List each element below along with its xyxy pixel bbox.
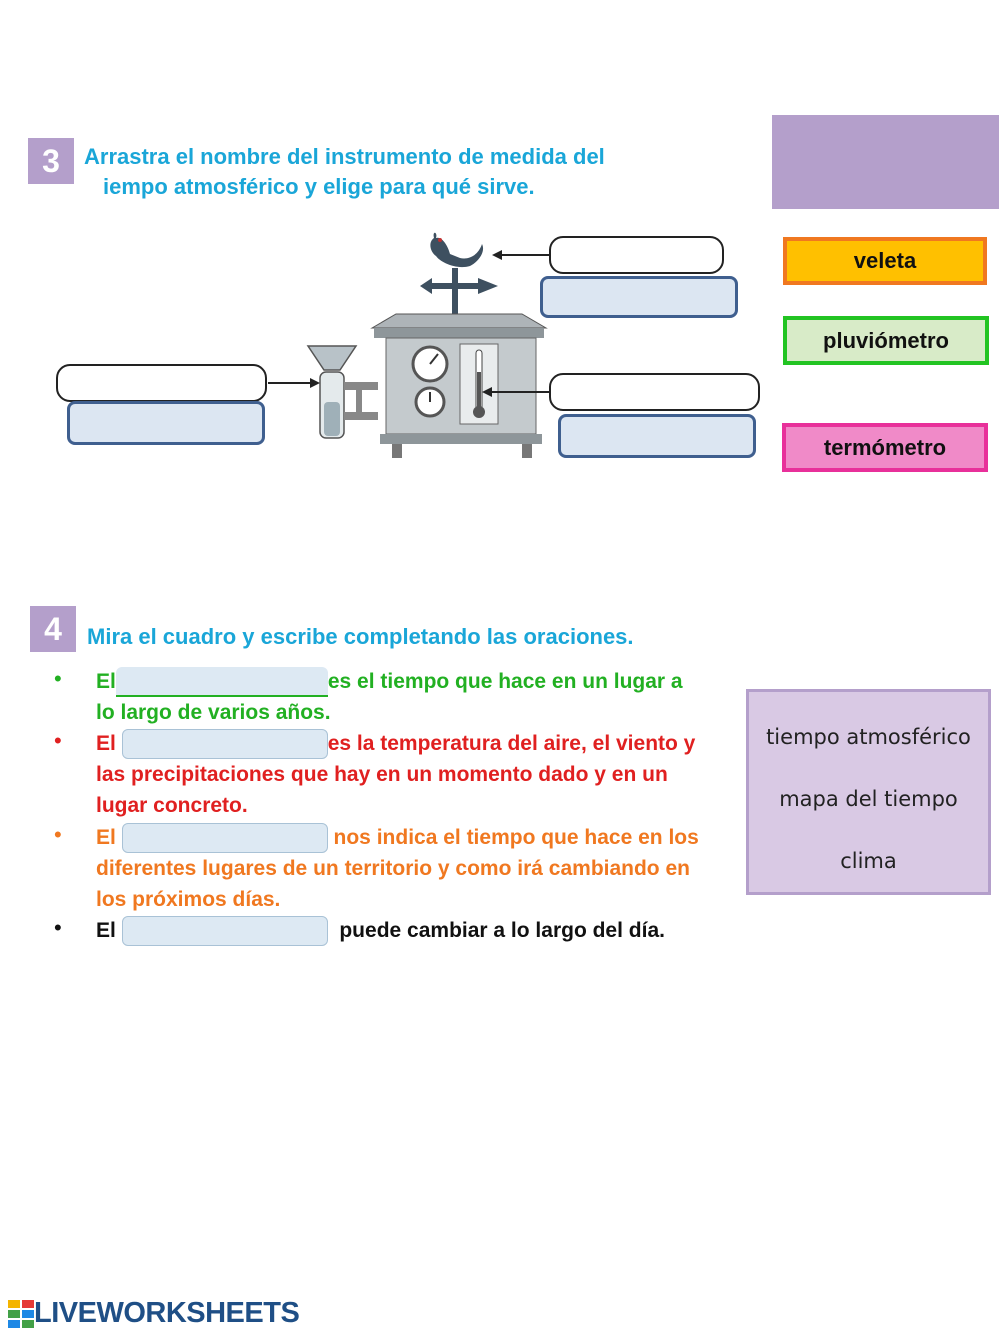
purpose-select-thermometer[interactable] <box>558 414 756 458</box>
chip-termometro[interactable]: termómetro <box>782 423 988 472</box>
section-3-title-line1: Arrastra el nombre del instrumento de medida del <box>84 144 605 169</box>
name-drop-zone-rain-gauge[interactable] <box>56 364 267 402</box>
name-drop-zone-thermometer[interactable] <box>549 373 760 411</box>
liveworksheets-logo <box>8 1297 299 1330</box>
chip-tray <box>772 115 999 209</box>
sentence-4 <box>96 915 716 946</box>
sentence-1-lead: El <box>96 670 116 693</box>
bullet-2: • <box>54 728 62 753</box>
section-3-number: 3 <box>28 138 74 184</box>
sentence-1-rest: es el tiempo que hace en un lugar a <box>327 670 683 693</box>
chip-pluviometro[interactable]: pluviómetro <box>783 316 989 365</box>
fill-input-2[interactable] <box>122 729 328 759</box>
name-drop-zone-wind-vane[interactable] <box>549 236 724 274</box>
sentence-3-rest: nos indica el tiempo que hace en los <box>333 826 699 849</box>
sentence-1 <box>96 666 716 728</box>
sentence-3-line3: los próximos días. <box>96 888 281 912</box>
sentence-2-rest: es la temperatura del aire, el viento y <box>327 732 696 755</box>
fill-input-4[interactable] <box>122 916 328 946</box>
fill-input-1[interactable] <box>116 667 328 697</box>
liveworksheets-logo-icon <box>8 1300 34 1328</box>
sentence-2-line2: las precipitaciones que hay en un momento dado y en un <box>96 763 668 787</box>
section-4-number: 4 <box>30 606 76 652</box>
sentence-4-rest: puede cambiar a lo largo del día. <box>339 919 665 942</box>
bullet-4: • <box>54 915 62 940</box>
word-bank-item: tiempo atmosférico <box>766 725 971 749</box>
sentence-3-line2: diferentes lugares de un territorio y como irá cambiando en <box>96 857 690 881</box>
wind-vane-icon <box>420 233 498 316</box>
sentence-4-lead: El <box>96 919 116 942</box>
bullet-1: • <box>54 666 62 691</box>
section-3-title-line2: iempo atmosférico y elige para qué sirve. <box>103 174 535 199</box>
fill-input-3[interactable] <box>122 823 328 853</box>
word-bank-item: clima <box>840 849 897 873</box>
sentence-3-lead: El <box>96 826 116 849</box>
word-bank-item: mapa del tiempo <box>779 787 958 811</box>
arrow-to-rain-gauge <box>266 376 322 390</box>
word-bank <box>746 689 991 895</box>
bullet-3: • <box>54 822 62 847</box>
sentence-3 <box>96 822 716 915</box>
sentence-2-lead: El <box>96 732 116 755</box>
sentence-1-line2: lo largo de varios años. <box>96 701 331 725</box>
arrow-to-thermometer <box>480 385 552 399</box>
liveworksheets-logo-text: LIVEWORKSHEETS <box>34 1297 300 1329</box>
section-3-title <box>84 142 744 202</box>
chip-veleta[interactable]: veleta <box>783 237 987 285</box>
purpose-select-wind-vane[interactable] <box>540 276 738 318</box>
arrow-to-wind-vane <box>490 248 552 262</box>
purpose-select-rain-gauge[interactable] <box>67 401 265 445</box>
section-4-title: Mira el cuadro y escribe completando las oraciones. <box>87 624 634 649</box>
rain-gauge-icon <box>308 346 378 438</box>
sentence-2 <box>96 728 716 821</box>
sentence-2-line3: lugar concreto. <box>96 794 248 818</box>
